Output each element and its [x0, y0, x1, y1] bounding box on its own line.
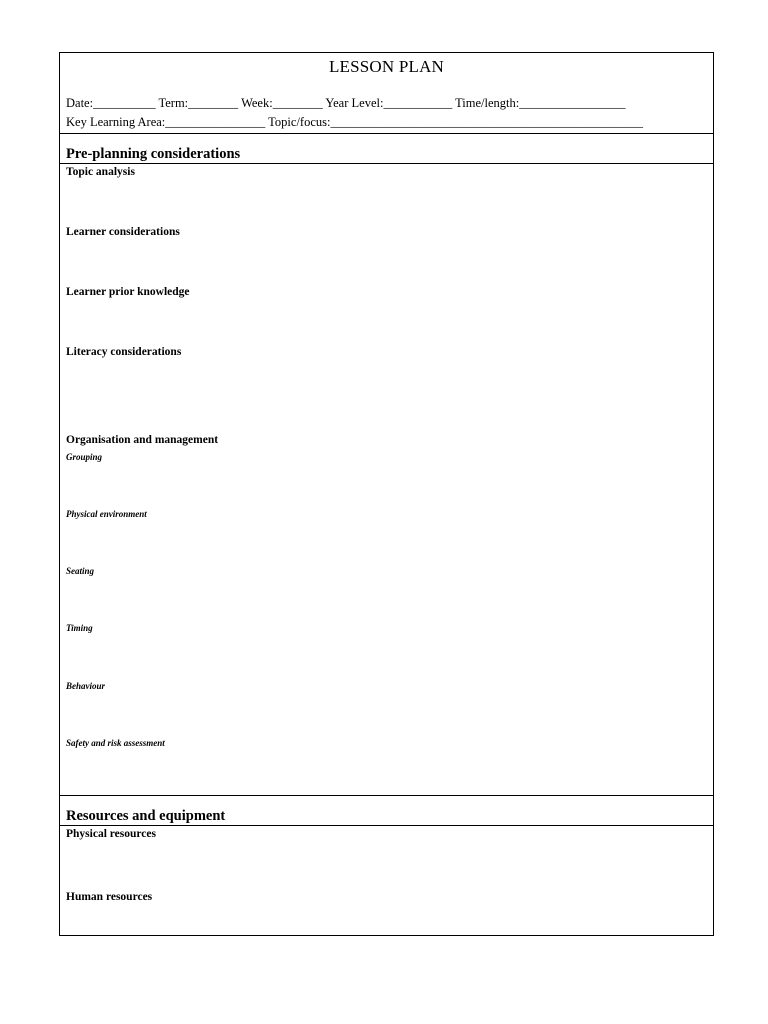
physical-environment-label: Physical environment — [66, 509, 147, 519]
date-field[interactable]: __________ — [93, 96, 156, 110]
page-title: LESSON PLAN — [328, 57, 445, 76]
topic-focus-field[interactable]: __________________________________________________ — [330, 115, 643, 129]
literacy-considerations-label: Literacy considerations — [66, 346, 182, 358]
safety-risk-label: Safety and risk assessment — [66, 738, 165, 748]
term-label: Term: — [158, 96, 189, 110]
term-field[interactable]: ________ — [188, 96, 239, 110]
divider — [60, 825, 713, 826]
seating-label: Seating — [66, 566, 95, 576]
behaviour-label: Behaviour — [66, 681, 106, 691]
organisation-management-label: Organisation and management — [66, 434, 219, 446]
time-length-label: Time/length: — [455, 96, 520, 110]
timing-label: Timing — [66, 623, 93, 633]
section-heading-pre-planning: Pre-planning considerations — [66, 146, 241, 162]
key-learning-area-field[interactable]: ________________ — [165, 115, 266, 129]
section-heading-resources: Resources and equipment — [66, 808, 226, 824]
header-line-1 — [66, 96, 626, 111]
divider — [60, 163, 713, 164]
time-length-field[interactable]: _________________ — [519, 96, 626, 110]
learner-considerations-label: Learner considerations — [66, 226, 180, 238]
learner-prior-knowledge-label: Learner prior knowledge — [66, 286, 190, 298]
date-label: Date: — [66, 96, 94, 110]
year-level-label: Year Level: — [325, 96, 384, 110]
week-label: Week: — [241, 96, 273, 110]
week-field[interactable]: ________ — [272, 96, 323, 110]
header-line-2 — [66, 115, 643, 130]
grouping-label: Grouping — [66, 452, 103, 462]
topic-analysis-label: Topic analysis — [66, 166, 135, 178]
human-resources-label: Human resources — [66, 891, 153, 903]
year-level-field[interactable]: ___________ — [383, 96, 453, 110]
divider — [60, 133, 713, 134]
physical-resources-label: Physical resources — [66, 828, 156, 840]
topic-focus-label: Topic/focus: — [268, 115, 331, 129]
divider — [60, 795, 713, 796]
lesson-plan-form — [59, 52, 714, 936]
key-learning-area-label: Key Learning Area: — [66, 115, 166, 129]
